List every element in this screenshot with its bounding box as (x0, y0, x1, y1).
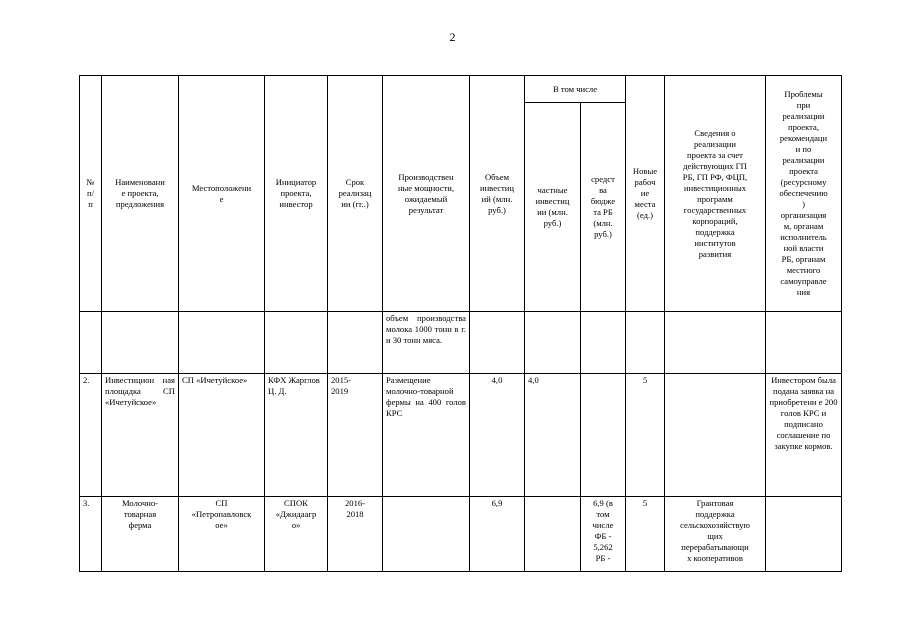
investment-projects-table (79, 75, 842, 572)
cell-jobs: 5 (626, 497, 665, 572)
cell-term: 2016- 2018 (328, 497, 383, 572)
cell-initiator (265, 312, 328, 374)
cell-capacity (383, 497, 470, 572)
cell-budget: 6,9 (в том числе ФБ - 5,262 РБ - (581, 497, 626, 572)
cell-initiator: КФХ Жарглов Ц. Д. (265, 374, 328, 497)
header-num: № п/ п (80, 76, 102, 312)
header-initiator: Инициатор проекта, инвестор (265, 76, 328, 312)
cell-capacity: Размещение молочно-товарной фермы на 400 голов КРС (383, 374, 470, 497)
cell-term (328, 312, 383, 374)
cell-num: 2. (80, 374, 102, 497)
cell-initiator: СПОК «Джидаагр о» (265, 497, 328, 572)
header-budget-funds: средст ва бюдже та РБ (млн. руб.) (581, 103, 626, 312)
header-project-name: Наименовани е проекта, предложения (102, 76, 179, 312)
header-including: В том числе (525, 76, 626, 103)
cell-num (80, 312, 102, 374)
cell-location: СП «Ичетуйское» (179, 374, 265, 497)
header-investment-volume: Объем инвестиц ий (млн. руб.) (470, 76, 525, 312)
cell-project-name (102, 312, 179, 374)
header-implementation-info: Сведения о реализации проекта за счет действующих ГП РБ, ГП РФ, ФЦП, инвестиционных программ государственных корпораций, поддержка институтов развития (665, 76, 766, 312)
table-row (80, 312, 842, 374)
cell-num: 3. (80, 497, 102, 572)
cell-info (665, 374, 766, 497)
header-private-investment: частные инвестиц ии (млн. руб.) (525, 103, 581, 312)
cell-jobs: 5 (626, 374, 665, 497)
cell-budget (581, 312, 626, 374)
cell-problems (766, 312, 842, 374)
cell-project-name: Инвестицион ная площадка СП «Ичетуйское» (102, 374, 179, 497)
cell-volume (470, 312, 525, 374)
page-number: 2 (449, 30, 456, 44)
cell-problems (766, 497, 842, 572)
cell-location (179, 312, 265, 374)
cell-private (525, 312, 581, 374)
header-term: Срок реализац ии (гг..) (328, 76, 383, 312)
cell-private (525, 497, 581, 572)
cell-info: Грантовая поддержка сельскохозяйствую щих перерабатывающи х кооперативов (665, 497, 766, 572)
cell-problems: Инвестором была подана заявка на приобретени е 200 голов КРС и подписано соглашение по закупке кормов. (766, 374, 842, 497)
cell-jobs (626, 312, 665, 374)
cell-term: 2015- 2019 (328, 374, 383, 497)
cell-info (665, 312, 766, 374)
header-row-1 (80, 76, 842, 103)
header-new-jobs: Новые рабоч ие места (ед.) (626, 76, 665, 312)
header-location: Местоположени е (179, 76, 265, 312)
cell-private: 4,0 (525, 374, 581, 497)
header-problems: Проблемы при реализации проекта, рекомендаци и по реализации проекта (ресурсному обеспечению ) организация м, органам исполнитель ной власти РБ, органам местного самоуправле ния (766, 76, 842, 312)
cell-budget (581, 374, 626, 497)
cell-capacity: объем производства молока 1000 тонн в г. и 30 тонн мяса. (383, 312, 470, 374)
cell-volume: 6,9 (470, 497, 525, 572)
cell-volume: 4,0 (470, 374, 525, 497)
table-row (80, 374, 842, 497)
cell-location: СП «Петропавловск ое» (179, 497, 265, 572)
table-row (80, 497, 842, 572)
header-capacity: Производствен ные мощности, ожидаемый результат (383, 76, 470, 312)
cell-project-name: Молочно- товарная ферма (102, 497, 179, 572)
